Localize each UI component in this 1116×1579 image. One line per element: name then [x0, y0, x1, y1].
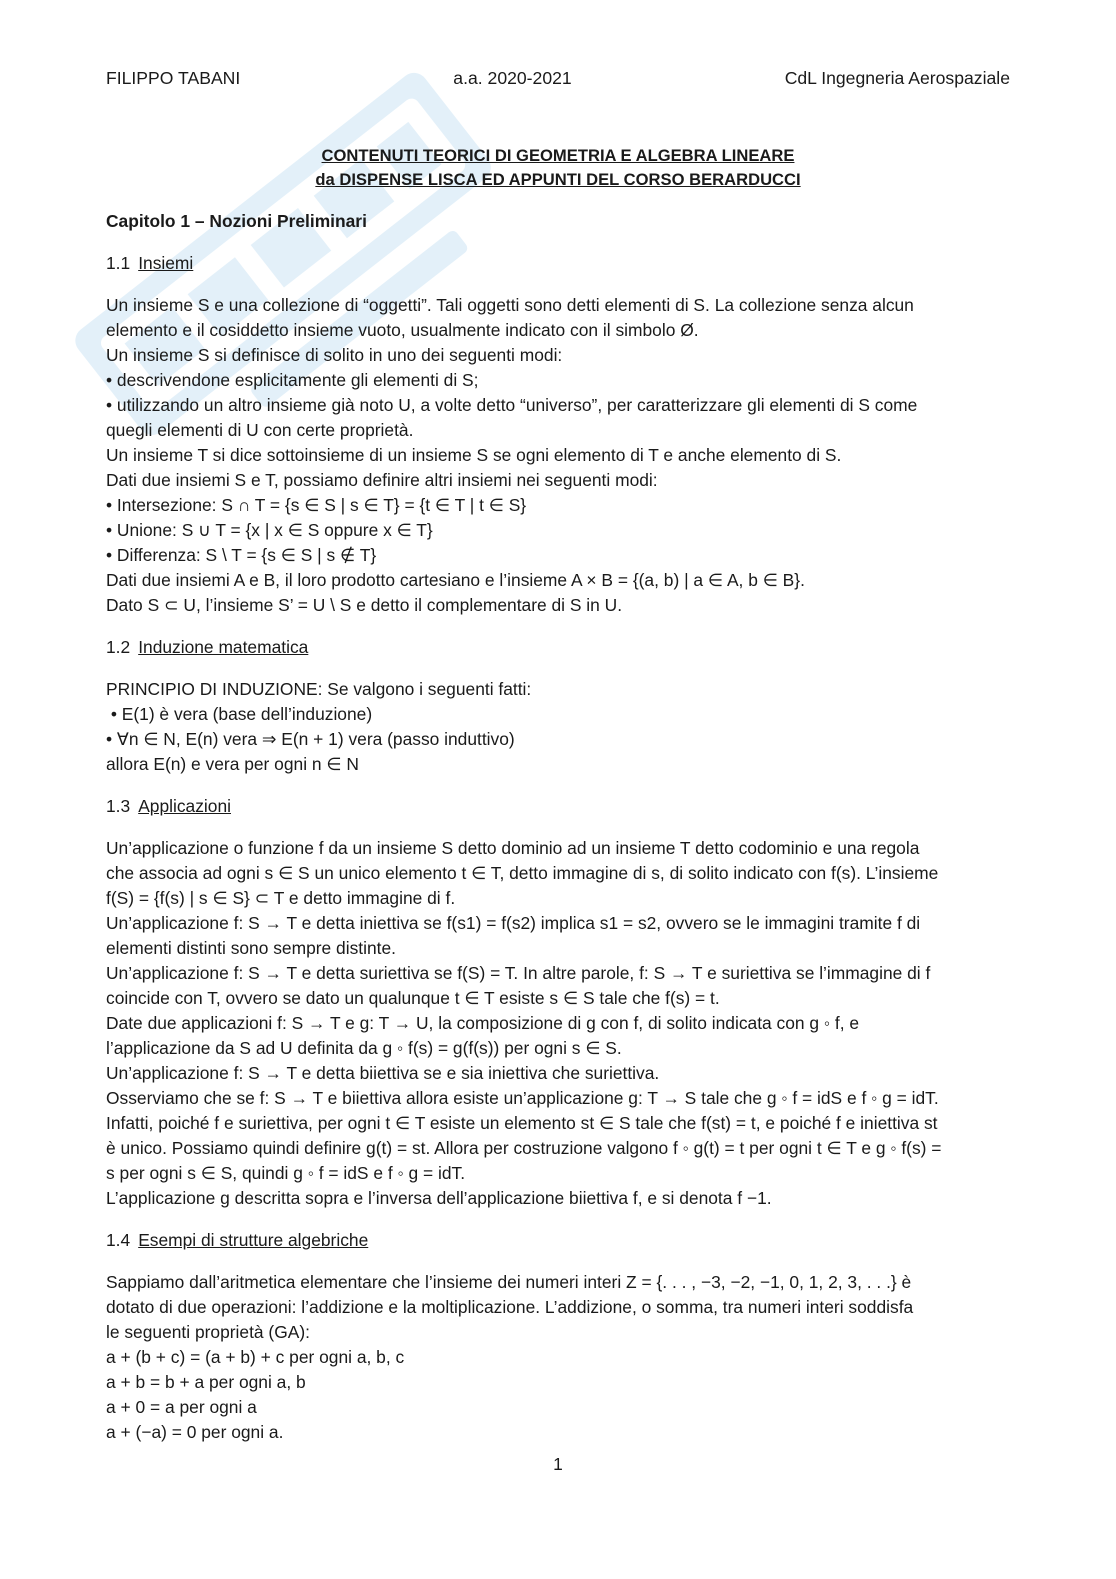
text-line: a + 0 = a per ogni a: [106, 1397, 257, 1417]
header-course: CdL Ingegneria Aerospaziale: [784, 68, 1010, 88]
running-header: [106, 66, 1010, 92]
text-line: Un’applicazione o funzione f da un insieme S detto dominio ad un insieme T detto codominio e una regola: [106, 838, 920, 858]
text-line: • Unione: S ∪ T = {x | x ∈ S oppure x ∈ T}: [106, 520, 433, 540]
text-line: L’applicazione g descritta sopra e l’inversa dell’applicazione biiettiva f, e si denota f −1.: [106, 1188, 772, 1208]
header-academic-year: a.a. 2020-2021: [453, 68, 572, 88]
text-line: a + b = b + a per ogni a, b: [106, 1372, 306, 1392]
text-line: Un insieme S si definisce di solito in uno dei seguenti modi:: [106, 345, 563, 365]
text-line: Dati due insiemi A e B, il loro prodotto cartesiano e l’insieme A × B = {(a, b) | a ∈ A, b ∈ B}.: [106, 570, 805, 590]
text-line: • Intersezione: S ∩ T = {s ∈ S | s ∈ T} = {t ∈ T | t ∈ S}: [106, 495, 527, 515]
text-line: • descrivendone esplicitamente gli elementi di S;: [106, 370, 479, 390]
text-line: Infatti, poiché f e suriettiva, per ogni t ∈ T esiste un elemento st ∈ S tale che f(st) = t, e poiché f e iniettiva st: [106, 1113, 938, 1133]
title-line-2: da DISPENSE LISCA ED APPUNTI DEL CORSO BERARDUCCI: [315, 170, 801, 189]
text-line: • utilizzando un altro insieme già noto U, a volte detto “universo”, per caratterizzare gli elementi di S come: [106, 395, 918, 415]
section-heading-applicazioni: [106, 794, 1010, 819]
section-number: 1.3: [106, 796, 131, 816]
text-line: è unico. Possiamo quindi definire g(t) = st. Allora per costruzione valgono f ◦ g(t) = t per ogni t ∈ T e g ◦ f(s) =: [106, 1138, 942, 1158]
text-line: allora E(n) e vera per ogni n ∈ N: [106, 754, 359, 774]
text-line: f(S) = {f(s) | s ∈ S} ⊂ T e detto immagine di f.: [106, 888, 456, 908]
text-line: Un’applicazione f: S → T e detta iniettiva se f(s1) = f(s2) implica s1 = s2, ovvero se le immagini tramite f di: [106, 913, 921, 933]
text-line: Dati due insiemi S e T, possiamo definire altri insiemi nei seguenti modi:: [106, 470, 658, 490]
section-heading-induzione: [106, 635, 1010, 660]
text-line: Un’applicazione f: S → T e detta suriettiva se f(S) = T. In altre parole, f: S → T e suriettiva se l’immagine di f: [106, 963, 931, 983]
text-line: Dato S ⊂ U, l’insieme S’ = U \ S e detto il complementare di S in U.: [106, 595, 623, 615]
section-heading-insiemi: [106, 251, 1010, 276]
text-line: PRINCIPIO DI INDUZIONE: Se valgono i seguenti fatti:: [106, 679, 532, 699]
text-line: • E(1) è vera (base dell’induzione): [106, 704, 373, 724]
text-line: Un insieme S e una collezione di “oggetti”. Tali oggetti sono detti elementi di S. La collezione senza alcun: [106, 295, 914, 315]
text-line: l’applicazione da S ad U definita da g ◦ f(s) = g(f(s)) per ogni s ∈ S.: [106, 1038, 622, 1058]
section-number: 1.4: [106, 1230, 131, 1250]
text-line: Sappiamo dall’aritmetica elementare che l’insieme dei numeri interi Z = {. . . , −3, −2, −1, 0, 1, 2, 3, . . .} è: [106, 1272, 912, 1292]
section-number: 1.2: [106, 637, 131, 657]
text-line: • Differenza: S \ T = {s ∈ S | s ∉ T}: [106, 545, 377, 565]
section-title: Insiemi: [138, 253, 194, 273]
text-line: a + (b + c) = (a + b) + c per ogni a, b, c: [106, 1347, 405, 1367]
section-body-strutture-algebriche: [106, 1270, 1010, 1445]
text-line: che associa ad ogni s ∈ S un unico elemento t ∈ T, detto immagine di s, di solito indicato con f(s). L’insieme: [106, 863, 939, 883]
header-author: FILIPPO TABANI: [106, 68, 241, 88]
text-line: • ∀n ∈ N, E(n) vera ⇒ E(n + 1) vera (passo induttivo): [106, 729, 515, 749]
section-title: Applicazioni: [138, 796, 231, 816]
section-heading-strutture-algebriche: [106, 1228, 1010, 1253]
text-line: coincide con T, ovvero se dato un qualunque t ∈ T esiste s ∈ S tale che f(s) = t.: [106, 988, 720, 1008]
text-line: a + (−a) = 0 per ogni a.: [106, 1422, 284, 1442]
title-line-1: CONTENUTI TEORICI DI GEOMETRIA E ALGEBRA LINEARE: [321, 146, 795, 165]
text-line: Date due applicazioni f: S → T e g: T → U, la composizione di g con f, di solito indicata con g ◦ f, e: [106, 1013, 860, 1033]
section-number: 1.1: [106, 253, 131, 273]
section-body-insiemi: [106, 293, 1010, 618]
text-line: Un insieme T si dice sottoinsieme di un insieme S se ogni elemento di T e anche elemento di S.: [106, 445, 842, 465]
chapter-heading: Capitolo 1 – Nozioni Preliminari: [106, 211, 367, 231]
text-line: le seguenti proprietà (GA):: [106, 1322, 310, 1342]
page-number: 1: [553, 1454, 563, 1474]
text-line: elemento e il cosiddetto insieme vuoto, usualmente indicato con il simbolo Ø.: [106, 320, 699, 340]
section-body-induzione: [106, 677, 1010, 777]
text-line: Osserviamo che se f: S → T e biiettiva allora esiste un’applicazione g: T → S tale che g ◦ f = idS e f ◦ g = idT.: [106, 1088, 939, 1108]
section-body-applicazioni: [106, 836, 1010, 1211]
text-line: elementi distinti sono sempre distinte.: [106, 938, 396, 958]
section-title: Esempi di strutture algebriche: [138, 1230, 369, 1250]
text-line: s per ogni s ∈ S, quindi g ◦ f = idS e f ◦ g = idT.: [106, 1163, 466, 1183]
text-line: quegli elementi di U con certe proprietà.: [106, 420, 414, 440]
document-title: [106, 144, 1010, 192]
text-line: Un’applicazione f: S → T e detta biiettiva se e sia iniettiva che suriettiva.: [106, 1063, 660, 1083]
text-line: dotato di due operazioni: l’addizione e la moltiplicazione. L’addizione, o somma, tra numeri interi soddisfa: [106, 1297, 914, 1317]
section-title: Induzione matematica: [138, 637, 309, 657]
